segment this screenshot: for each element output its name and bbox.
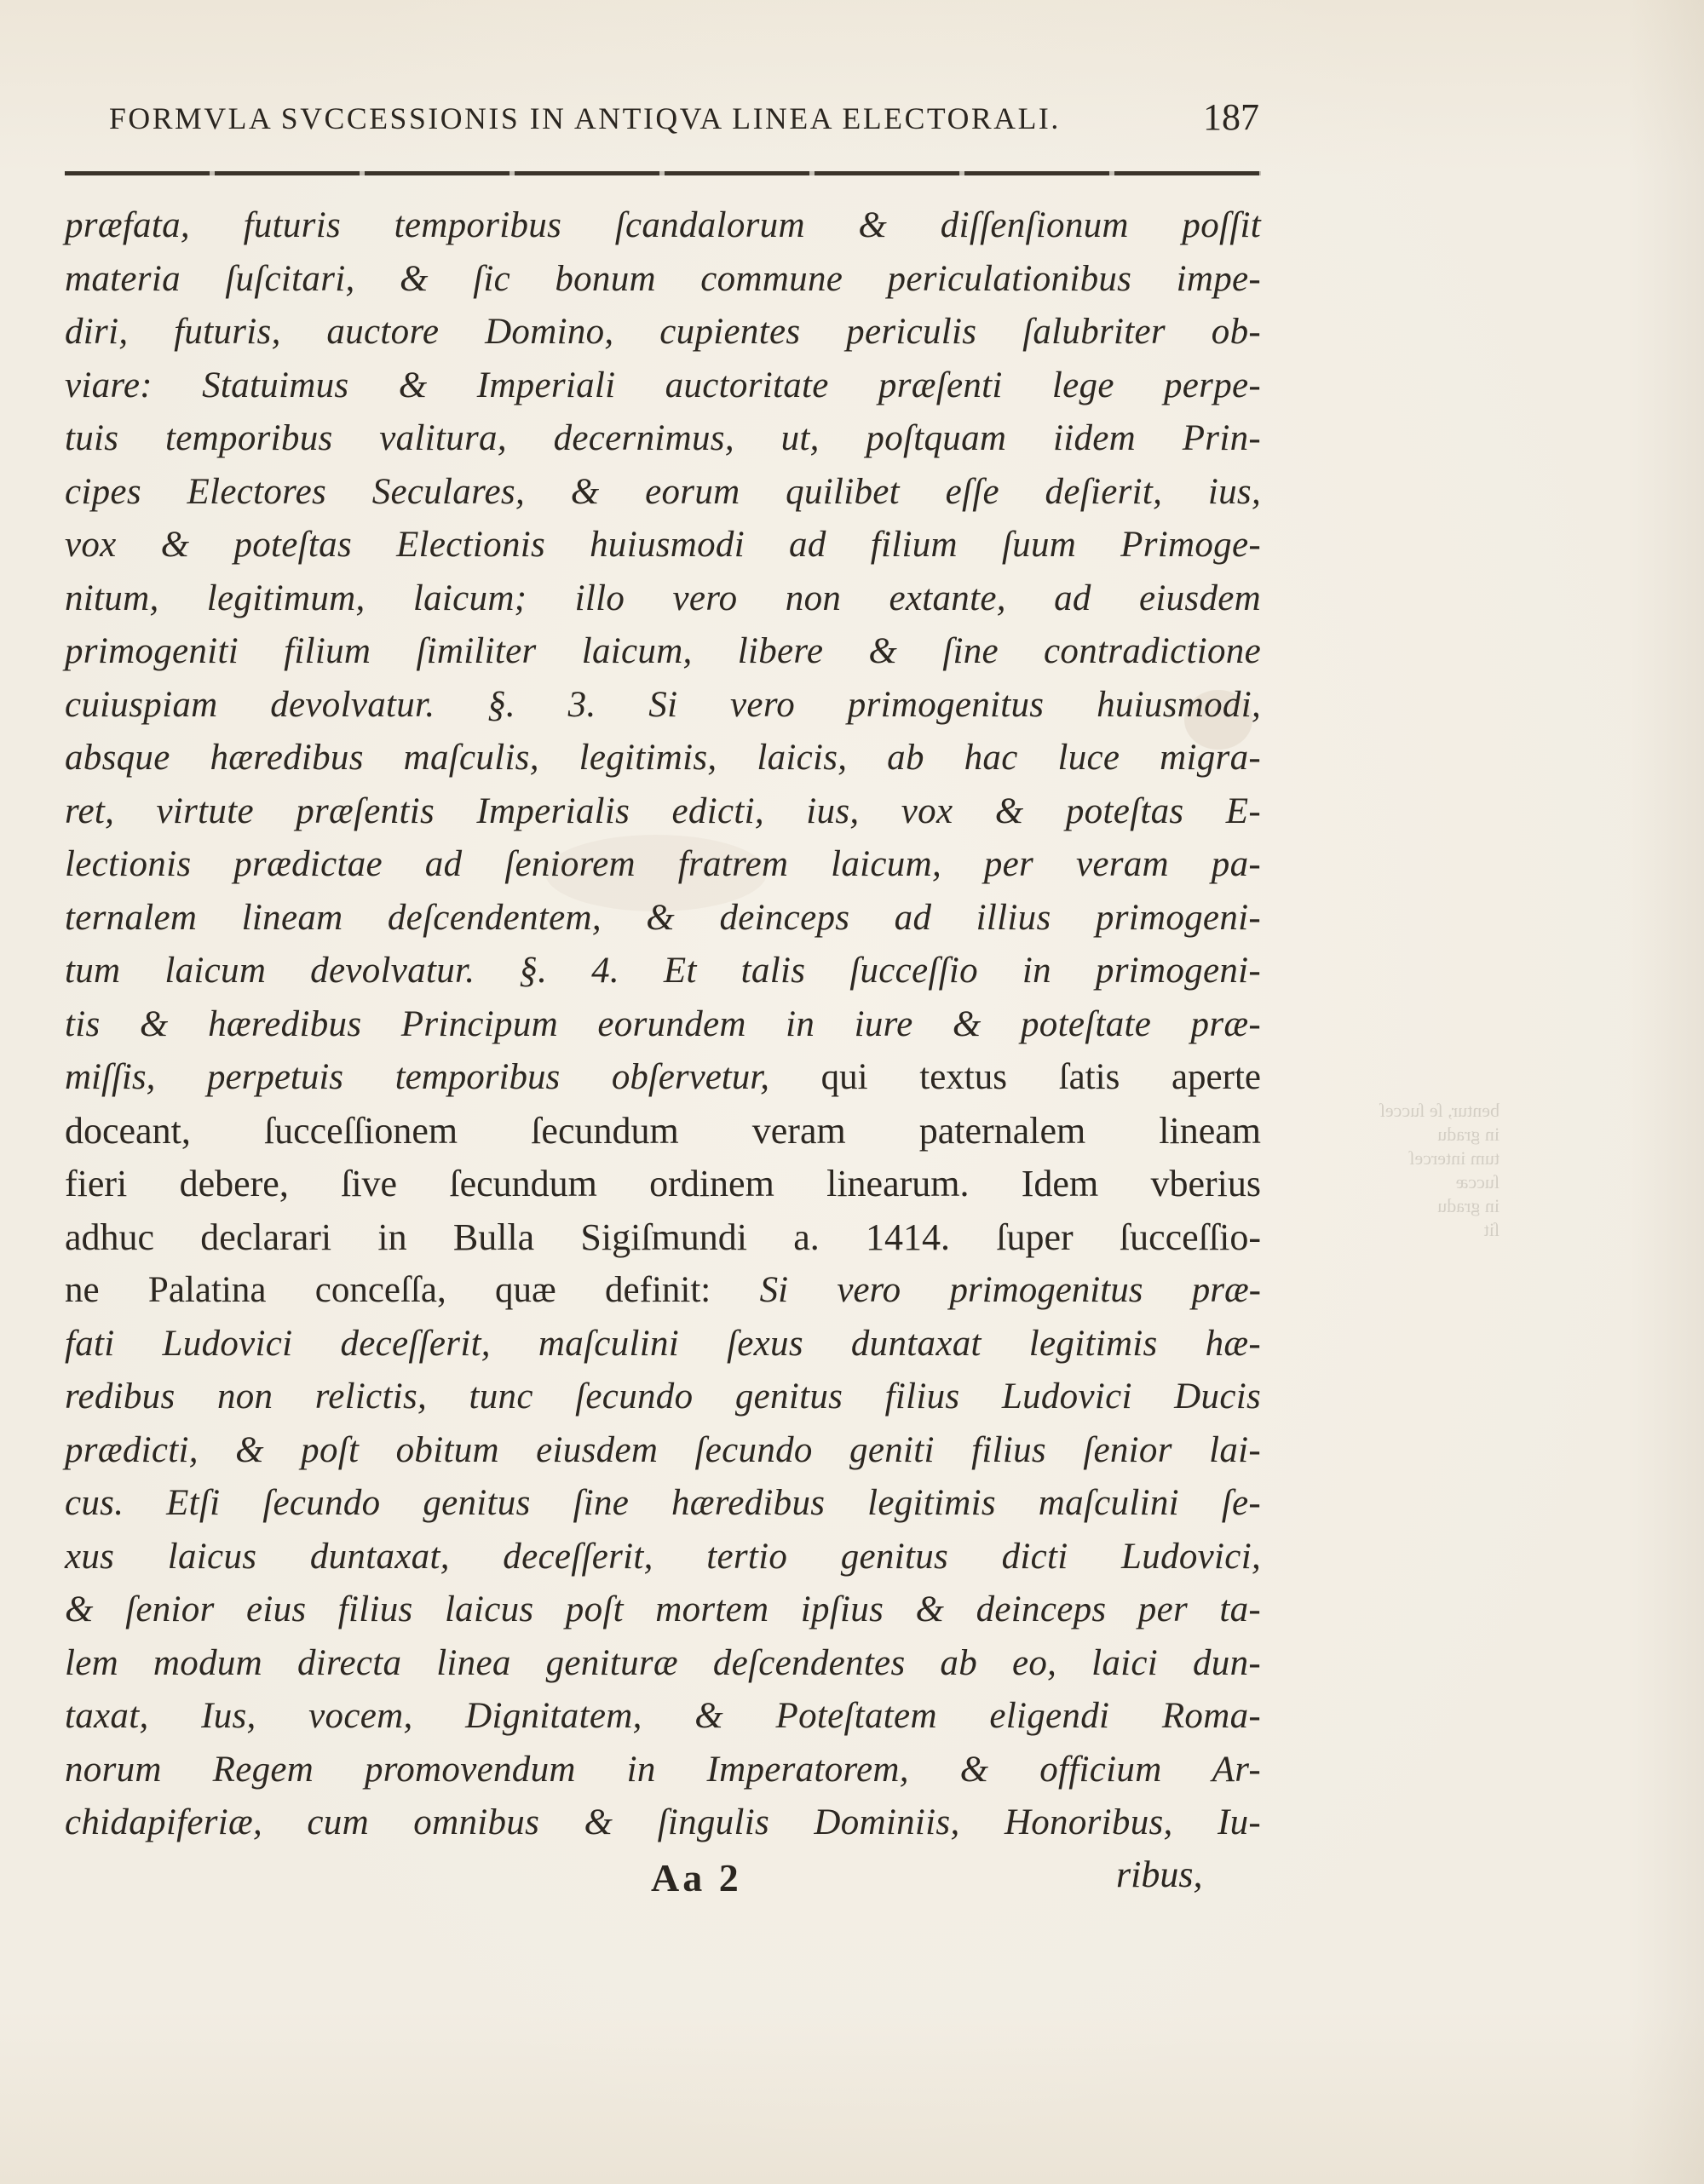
text-line bbox=[65, 1264, 1261, 1318]
text-line: redibus non relictis, tunc ſecundo genitus filius Ludovici Ducis bbox=[65, 1376, 1261, 1417]
text-line: lectionis prædictae ad ſeniorem fratrem laicum, per veram pa- bbox=[65, 844, 1261, 884]
text-line: tuis temporibus valitura, decernimus, ut, poſtquam iidem Prin- bbox=[65, 418, 1261, 458]
page-edge-shadow bbox=[1627, 0, 1704, 2184]
text-line: chidapiferiæ, cum omnibus & ſingulis Dominiis, Honoribus, Iu- bbox=[65, 1802, 1261, 1842]
text-line: cuiuspiam devolvatur. §. 3. Si vero primogenitus huiusmodi, bbox=[65, 684, 1261, 725]
text-line: lem modum directa linea genituræ deſcendentes ab eo, laici dun- bbox=[65, 1642, 1261, 1683]
text-line: fati Ludovici deceſſerit, maſculini ſexus duntaxat legitimis hæ- bbox=[65, 1323, 1261, 1364]
text-line: cus. Etſi ſecundo genitus ſine hæredibus legitimis maſculini ſe- bbox=[65, 1483, 1261, 1523]
body-text bbox=[65, 199, 1261, 1850]
show-through-text: bentur, ſe ſucceſ in gradu tum interceſ ſuccæ in gradu ſit bbox=[1379, 1100, 1500, 1240]
text-line: prædicti, & poſt obitum eiusdem ſecundo geniti filius ſenior lai- bbox=[65, 1429, 1261, 1470]
text-line: absque hæredibus maſculis, legitimis, laicis, ab hac luce migra- bbox=[65, 738, 1261, 778]
text-line: xus laicus duntaxat, deceſſerit, tertio genitus dicti Ludovici, bbox=[65, 1536, 1261, 1577]
running-head bbox=[109, 96, 1259, 160]
text-line: primogeniti filium ſimiliter laicum, libere & ſine contradictione bbox=[65, 631, 1261, 671]
catchword: ribus, bbox=[1116, 1854, 1203, 1895]
text-line: doceant, ſucceſſionem ſecundum veram paternalem lineam bbox=[65, 1109, 1261, 1152]
text-line bbox=[65, 1051, 1261, 1105]
roman-run: qui textus ſatis aperte bbox=[769, 1057, 1261, 1097]
text-line: norum Regem promovendum in Imperatorem, & officium Ar- bbox=[65, 1749, 1261, 1790]
text-line: viare: Statuimus & Imperiali auctoritate præſenti lege perpe- bbox=[65, 365, 1261, 405]
running-title: FORMVLA SVCCESSIONIS IN ANTIQVA LINEA ELECTORALI. bbox=[109, 101, 1061, 135]
text-line: fieri debere, ſive ſecundum ordinem linearum. Idem vberius bbox=[65, 1163, 1261, 1204]
text-line: ternalem lineam deſcendentem, & deinceps ad illius primogeni- bbox=[65, 897, 1261, 938]
text-line: præfata, futuris temporibus ſcandalorum & diſſenſionum poſſit bbox=[65, 205, 1261, 245]
text-line: vox & poteſtas Electionis huiusmodi ad filium ſuum Primoge- bbox=[65, 525, 1261, 565]
header-rule bbox=[65, 171, 1261, 175]
text-line: tum laicum devolvatur. §. 4. Et talis ſucceſſio in primogeni- bbox=[65, 951, 1261, 991]
text-line: tis & hæredibus Principum eorundem in iure & poteſtate præ- bbox=[65, 1003, 1261, 1044]
text-line: taxat, Ius, vocem, Dignitatem, & Poteſtatem eligendi Roma- bbox=[65, 1696, 1261, 1736]
text-line: nitum, legitimum, laicum; illo vero non extante, ad eiusdem bbox=[65, 578, 1261, 618]
roman-run: ne Palatina conceſſa, quæ definit: bbox=[65, 1270, 760, 1310]
text-line: cipes Electores Seculares, & eorum quilibet eſſe deſierit, ius, bbox=[65, 471, 1261, 512]
page-number: 187 bbox=[1203, 96, 1259, 138]
text-line: diri, futuris, auctore Domino, cupientes periculis ſalubriter ob- bbox=[65, 312, 1261, 352]
text-line: ret, virtute præſentis Imperialis edicti, ius, vox & poteſtas E- bbox=[65, 790, 1261, 831]
signature-mark: Aa 2 bbox=[651, 1856, 742, 1900]
text-line: materia ſuſcitari, & ſic bonum commune periculationibus impe- bbox=[65, 258, 1261, 299]
text-line: adhuc declarari in Bulla Sigiſmundi a. 1414. ſuper ſucceſſio- bbox=[65, 1216, 1261, 1258]
italic-run: miſſis, perpetuis temporibus obſervetur, bbox=[65, 1057, 769, 1097]
italic-run: Si vero primogenitus præ- bbox=[759, 1270, 1261, 1310]
text-line: & ſenior eius filius laicus poſt mortem ipſius & deinceps per ta- bbox=[65, 1589, 1261, 1629]
